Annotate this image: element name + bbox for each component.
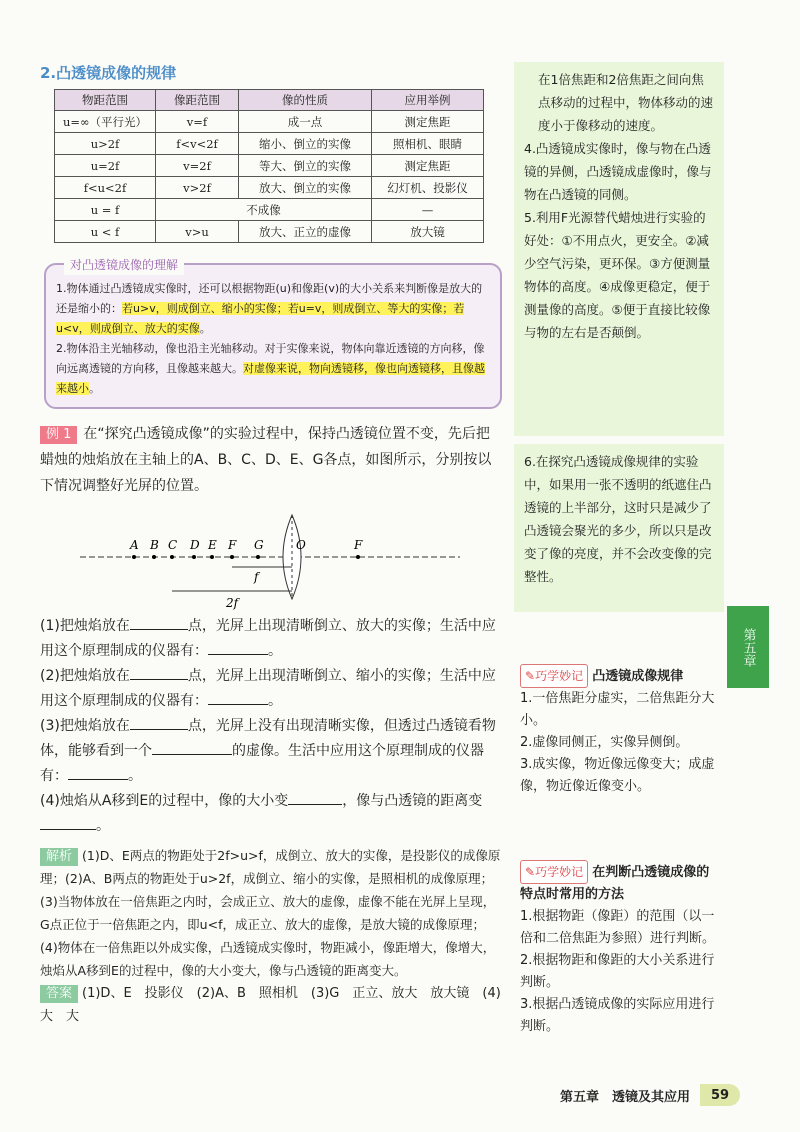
table-cell: f<v<2f bbox=[156, 133, 239, 155]
lightbulb-icon: ✎ bbox=[525, 669, 536, 683]
table-cell: u = f bbox=[55, 199, 156, 221]
point-a bbox=[132, 555, 136, 559]
note-text: 。 bbox=[89, 382, 100, 395]
q-text: 。 bbox=[128, 768, 142, 784]
point-c bbox=[170, 555, 174, 559]
answer-blank[interactable] bbox=[288, 788, 342, 805]
label-g: G bbox=[254, 538, 264, 552]
table-cell: 放大、倒立的实像 bbox=[239, 177, 372, 199]
table-cell: u < f bbox=[55, 221, 156, 243]
q-text: 点，光屏上出现清晰倒立、缩小的实像；生活中应用这个原理制成的仪器有： bbox=[40, 668, 496, 709]
table-cell: 等大、倒立的实像 bbox=[239, 155, 372, 177]
page-number: 59 bbox=[700, 1084, 740, 1106]
note-highlight: 对虚像来说，物向透镜移，像也向透镜移，且像越来越小 bbox=[56, 362, 485, 395]
right-notes-panel bbox=[514, 62, 724, 436]
table-cell: f<u<2f bbox=[55, 177, 156, 199]
answer-text: (1)D、E 投影仪 (2)A、B 照相机 (3)G 正立、放大 放大镜 (4)大 大 bbox=[40, 986, 501, 1024]
table-row bbox=[55, 221, 484, 243]
q-text: 。 bbox=[268, 643, 282, 659]
table-cell: v=2f bbox=[156, 155, 239, 177]
table-header: 应用举例 bbox=[372, 90, 484, 111]
answer-blank[interactable] bbox=[40, 813, 96, 830]
example-text: 在“探究凸透镜成像”的实验过程中，保持凸透镜位置不变，先后把蜡烛的烛焰放在主轴上的A、B、C、D、E、G各点，如图所示，分别按以下情况调整好光屏的位置。 bbox=[40, 426, 492, 494]
table-cell: u=∞（平行光） bbox=[55, 111, 156, 133]
q-text: (2)把烛焰放在 bbox=[40, 668, 130, 684]
point-f-left bbox=[230, 555, 234, 559]
tip-box-2 bbox=[520, 860, 720, 1038]
right-note: 4.凸透镜成实像时，像与物在凸透镜的异侧，凸透镜成虚像时，像与物在凸透镜的同侧。 bbox=[524, 141, 712, 202]
lens-diagram bbox=[40, 503, 480, 613]
label-f-right: F bbox=[354, 538, 363, 552]
answer-blank[interactable] bbox=[68, 763, 128, 780]
q-text: (1)把烛焰放在 bbox=[40, 618, 130, 634]
example-tag: 例 1 bbox=[40, 426, 77, 444]
tip-item: 3.根据凸透镜成像的实际应用进行判断。 bbox=[520, 997, 715, 1034]
table-cell: 测定焦距 bbox=[372, 111, 484, 133]
table-cell: u>2f bbox=[55, 133, 156, 155]
tip-item: 2.根据物距和像距的大小关系进行判断。 bbox=[520, 953, 715, 990]
answer-blank[interactable] bbox=[130, 713, 188, 730]
table-row bbox=[55, 111, 484, 133]
label-d: D bbox=[190, 538, 200, 552]
answer-tag: 答案 bbox=[40, 985, 78, 1003]
tip-tag bbox=[520, 664, 588, 688]
label-o: O bbox=[296, 538, 306, 552]
table-cell: 照相机、眼睛 bbox=[372, 133, 484, 155]
tip-box-1 bbox=[520, 664, 720, 798]
table-cell: 放大镜 bbox=[372, 221, 484, 243]
table-cell: 不成像 bbox=[156, 199, 372, 221]
answer-blank[interactable] bbox=[130, 663, 188, 680]
table-row bbox=[55, 133, 484, 155]
understanding-note-box bbox=[44, 258, 502, 409]
q-text: (3)把烛焰放在 bbox=[40, 718, 130, 734]
table-cell: v>u bbox=[156, 221, 239, 243]
answer-blank[interactable] bbox=[152, 738, 232, 755]
table-cell: 成一点 bbox=[239, 111, 372, 133]
tip-tag-label: 巧学妙记 bbox=[535, 669, 584, 683]
table-cell: — bbox=[372, 199, 484, 221]
section-title: 2.凸透镜成像的规律 bbox=[40, 64, 177, 82]
table-cell: 缩小、倒立的实像 bbox=[239, 133, 372, 155]
point-f-right bbox=[356, 555, 360, 559]
imaging-rule-table bbox=[54, 89, 484, 243]
note-title: 对凸透镜成像的理解 bbox=[64, 255, 184, 275]
note-text: 2.物体沿主光轴移动，像也沿主光轴移动。对于实像来说，物体向靠近透镜的方向移，像向远离透镜的方向移，且像越来越大。 bbox=[56, 342, 485, 375]
note-highlight: 若u>v，则成倒立、缩小的实像；若u=v，则成倒立、等大的实像；若u<v，则成倒立、放大的实像 bbox=[56, 302, 465, 335]
left-column bbox=[40, 62, 502, 1028]
table-row bbox=[55, 177, 484, 199]
point-e bbox=[210, 555, 214, 559]
table-cell: 放大、正立的虚像 bbox=[239, 221, 372, 243]
table-header: 物距范围 bbox=[55, 90, 156, 111]
right-note: 6.在探究凸透镜成像规律的实验中，如果用一张不透明的纸遮住凸透镜的上半部分，这时只是减少了凸透镜会聚光的多少，所以只是改变了像的亮度，并不会改变像的完整性。 bbox=[524, 454, 712, 584]
footer-chapter: 第五章 透镜及其应用 bbox=[560, 1090, 691, 1105]
tip-title: 在判断凸透镜成像的特点时常用的方法 bbox=[520, 865, 710, 902]
table-cell: 幻灯机、投影仪 bbox=[372, 177, 484, 199]
point-g bbox=[256, 555, 260, 559]
right-note: 在1倍焦距和2倍焦距之间向焦点移动的过程中，物体移动的速度小于像移动的速度。 bbox=[538, 72, 714, 133]
label-f-left: F bbox=[228, 538, 237, 552]
q-text: 。 bbox=[96, 818, 110, 834]
answer-blank[interactable] bbox=[208, 638, 268, 655]
analysis bbox=[40, 844, 502, 982]
example-intro bbox=[40, 421, 502, 499]
note-text: 1.物体通过凸透镜成实像时，还可以根据物距(u)和像距(v)的大小关系来判断像是放大的还是缩小的： bbox=[56, 282, 483, 315]
label-e: E bbox=[208, 538, 217, 552]
label-a: A bbox=[130, 538, 139, 552]
analysis-tag: 解析 bbox=[40, 848, 78, 866]
table-header-row bbox=[55, 90, 484, 111]
point-d bbox=[192, 555, 196, 559]
tip-item: 3.成实像，物近像远像变大；成虚像，物近像近像变小。 bbox=[520, 757, 715, 794]
tip-item: 1.根据物距（像距）的范围（以一倍和二倍焦距为参照）进行判断。 bbox=[520, 909, 716, 946]
question-4 bbox=[40, 788, 502, 838]
q-text: 点，光屏上出现清晰倒立、放大的实像；生活中应用这个原理制成的仪器有： bbox=[40, 618, 496, 659]
label-f-dim: f bbox=[254, 570, 259, 584]
tip-title: 凸透镜成像规律 bbox=[592, 669, 684, 684]
table-row bbox=[55, 155, 484, 177]
q-text: 。 bbox=[268, 693, 282, 709]
answer-blank[interactable] bbox=[130, 613, 188, 630]
label-c: C bbox=[168, 538, 178, 552]
answer bbox=[40, 982, 502, 1028]
question-2 bbox=[40, 663, 502, 713]
chapter-side-tab[interactable]: 第五章 bbox=[727, 606, 769, 688]
table-header: 像的性质 bbox=[239, 90, 372, 111]
tip-item: 2.虚像同侧正，实像异侧倒。 bbox=[520, 735, 689, 750]
answer-blank[interactable] bbox=[208, 688, 268, 705]
note-point-2 bbox=[56, 339, 490, 399]
note-text: 。 bbox=[199, 322, 211, 335]
question-3 bbox=[40, 713, 502, 788]
table-cell: 测定焦距 bbox=[372, 155, 484, 177]
note-point-1 bbox=[56, 279, 490, 339]
table-header: 像距范围 bbox=[156, 90, 239, 111]
point-b bbox=[152, 555, 156, 559]
tip-item: 1.一倍焦距分虚实，二倍焦距分大小。 bbox=[520, 691, 715, 728]
table-cell: u=2f bbox=[55, 155, 156, 177]
question-1 bbox=[40, 613, 502, 663]
q-text: ，像与凸透镜的距离变 bbox=[342, 793, 483, 809]
q-text: 点，光屏上没有出现清晰实像，但透过凸透镜看物体，能够看到一个 bbox=[40, 718, 496, 759]
label-b: B bbox=[150, 538, 159, 552]
q-text: 的虚像。生活中应用这个原理制成的仪器有： bbox=[40, 743, 484, 784]
analysis-text: (1)D、E两点的物距处于2f>u>f，成倒立、放大的实像，是投影仪的成像原理；(2)A、B两点的物距处于u>2f，成倒立、缩小的实像，是照相机的成像原理；(3)当物体放在一倍焦距之内时，会成正立、放大的虚像，虚像不能在光屏上呈现，G点正位于一倍焦距之内，即u<f，成正立、放大的虚像，是放大镜的成像原理；(4)物体在一倍焦距以外成实像，凸透镜成实像时，物距减小，像距增大，像增大，烛焰从A移到E的过程中，像的大小变大，像与凸透镜的距离变大。 bbox=[40, 848, 501, 978]
q-text: (4)烛焰从A移到E的过程中，像的大小变 bbox=[40, 793, 289, 809]
label-2f-dim: 2f bbox=[226, 596, 239, 610]
lightbulb-icon: ✎ bbox=[525, 865, 536, 879]
table-cell: v>2f bbox=[156, 177, 239, 199]
right-notes-panel-2 bbox=[514, 444, 724, 612]
right-note: 5.利用F光源替代蜡烛进行实验的好处：①不用点火，更安全。②减少空气污染，更环保。③方便测量物体的高度。④成像更稳定，便于测量像的高度。⑤便于直接比较像与物的左右是否颠倒。 bbox=[524, 210, 711, 340]
table-row bbox=[55, 199, 484, 221]
tip-tag-label: 巧学妙记 bbox=[535, 865, 584, 879]
table-cell: v=f bbox=[156, 111, 239, 133]
tip-tag bbox=[520, 860, 588, 884]
